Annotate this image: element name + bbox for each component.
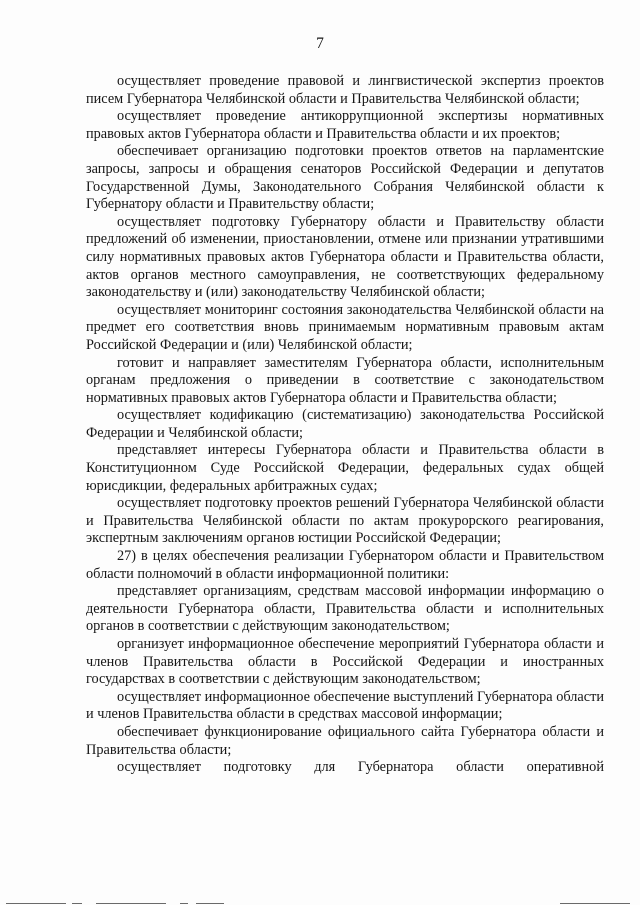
- paragraph: готовит и направляет заместителям Губернатора области, исполнительным органам предложения о приведении в соответствие с законодательством нормативных правовых актов Губернатора области и Правительства области;: [86, 354, 604, 406]
- paragraph: организует информационное обеспечение мероприятий Губернатора области и членов Правительства области в Российской Федерации и иностранных государствах в соответствии с действующим законодательством;: [86, 636, 604, 688]
- paragraph-item-27: 27) в целях обеспечения реализации Губернатором области и Правительством области полномочий в области информационной политики:: [86, 548, 604, 582]
- paragraph: осуществляет проведение правовой и лингвистической экспертиз проектов писем Губернатора Челябинской области и Правительства Челябинской области;: [86, 73, 604, 107]
- paragraph: осуществляет подготовку Губернатору области и Правительству области предложений об изменении, приостановлении, отмене или признании утратившими силу нормативных правовых актов Губернатора области и Правительства области, актов органов местного самоуправления, не соответствующих федеральному законодательству и (или) законодательству Челябинской области;: [86, 213, 604, 301]
- paragraph: осуществляет информационное обеспечение выступлений Губернатора области и членов Правительства области в средствах массовой информации;: [86, 688, 604, 723]
- paragraph: обеспечивает функционирование официального сайта Губернатора области и Правительства области;: [86, 723, 604, 758]
- paragraph: осуществляет кодификацию (систематизацию) законодательства Российской Федерации и Челябинской области;: [86, 407, 604, 441]
- page-number: 7: [316, 35, 324, 52]
- paragraph: представляет организациям, средствам массовой информации информацию о деятельности Губернатора области, Правительства области и исполнительных органов в соответствии с действующим законодательством;: [86, 583, 604, 635]
- paragraph-continued: осуществляет подготовку для Губернатора области оперативной: [117, 759, 604, 776]
- paragraph: осуществляет подготовку проектов решений Губернатора Челябинской области и Правительства Челябинской области по актам прокурорского реагирования, экспертным заключениям органов юстиции Российской Федерации;: [86, 495, 604, 547]
- paragraph: представляет интересы Губернатора области и Правительства области в Конституционном Суде Российской Федерации, федеральных судах общей юрисдикции, федеральных арбитражных судах;: [86, 442, 604, 494]
- paragraph: обеспечивает организацию подготовки проектов ответов на парламентские запросы, запросы и обращения сенаторов Российской Федерации и депутатов Государственной Думы, Законодательного Собрания Челябинской области к Губернатору области и Правительству области;: [86, 143, 604, 213]
- paragraph: осуществляет мониторинг состояния законодательства Челябинской области на предмет его соответствия вновь принимаемым нормативным правовым актам Российской Федерации и (или) Челябинской области;: [86, 301, 604, 353]
- document-body: [86, 73, 604, 777]
- paragraph: осуществляет проведение антикоррупционной экспертизы нормативных правовых актов Губернатора области и Правительства области и их проектов;: [86, 108, 604, 142]
- scan-edge-artifact: [0, 901, 640, 905]
